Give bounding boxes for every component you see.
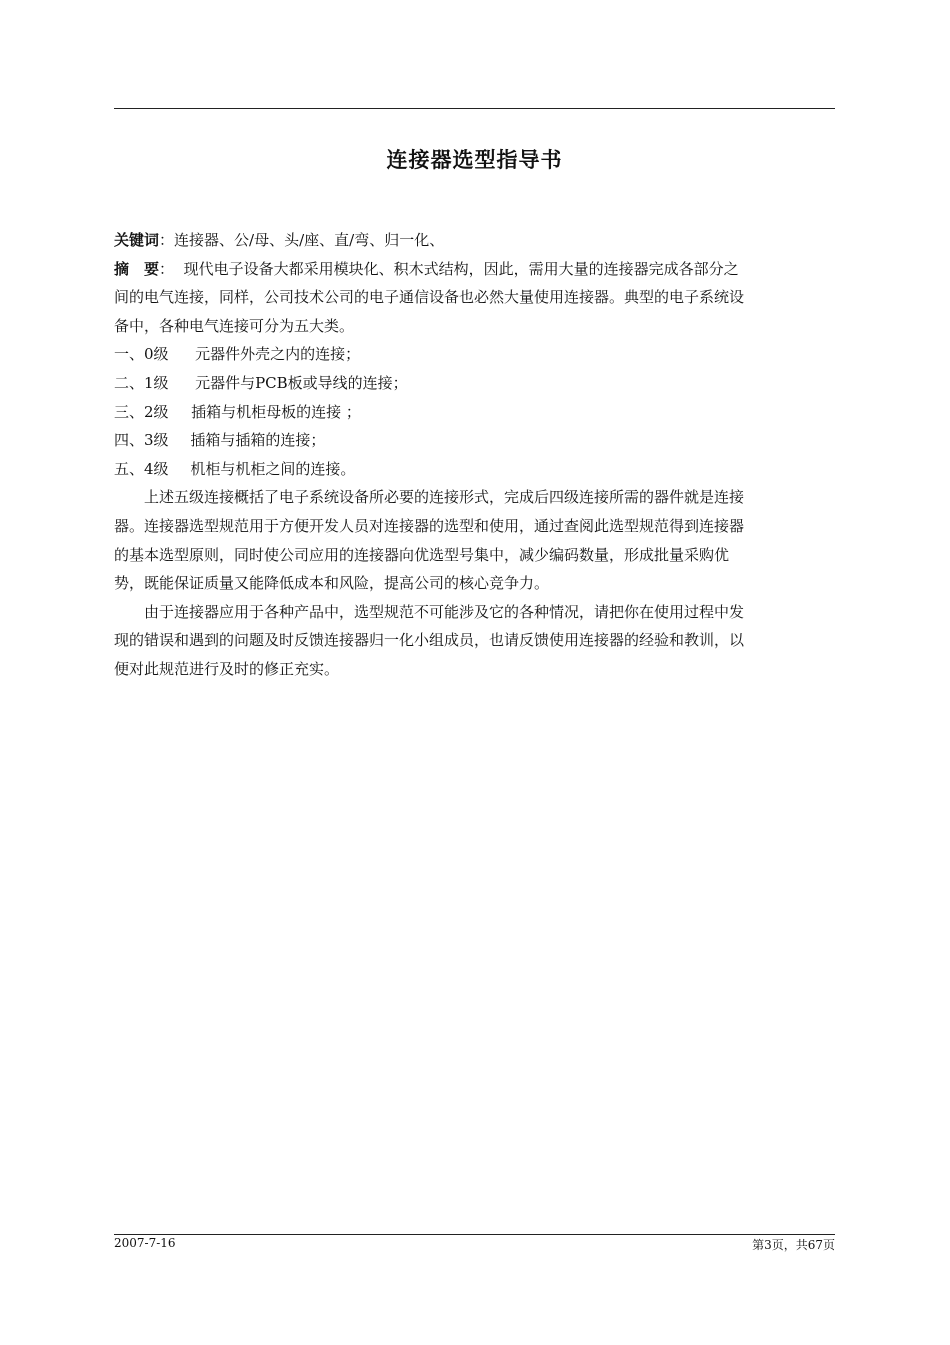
- abstract-colon: ：: [159, 259, 175, 278]
- level-prefix: 二、1级: [114, 373, 169, 392]
- keywords-value: 连接器、公/母、头/座、直/弯、归一化、: [174, 231, 445, 249]
- paragraph2-line-3: 便对此规范进行及时的修正充实。: [114, 659, 340, 678]
- document-body: [114, 226, 822, 684]
- level-item-0: [114, 340, 822, 369]
- level-text: 元器件与PCB板或导线的连接；: [195, 373, 408, 392]
- footer-date: 2007-7-16: [114, 1236, 176, 1250]
- keywords-line: [114, 226, 822, 255]
- level-item-1: [114, 369, 822, 398]
- footer-rule: [114, 1234, 835, 1235]
- level-prefix: 三、2级: [114, 402, 169, 421]
- paragraph1-line-1: 上述五级连接概括了电子系统设备所必要的连接形式，完成后四级连接所需的器件就是连接: [144, 488, 745, 507]
- level-prefix: 一、0级: [114, 345, 169, 364]
- level-text: 元器件外壳之内的连接；: [195, 345, 361, 364]
- keywords-colon: ：: [159, 231, 175, 249]
- level-text: 插箱与插箱的连接；: [190, 431, 326, 450]
- paragraph1-line-2: 器。连接器选型规范用于方便开发人员对连接器的选型和使用，通过查阅此选型规范得到连接器: [114, 516, 745, 535]
- paragraph1-line-4: 势，既能保证质量又能降低成本和风险，提高公司的核心竞争力。: [114, 574, 550, 593]
- paragraph2-line-1: 由于连接器应用于各种产品中，选型规范不可能涉及它的各种情况，请把你在使用过程中发: [144, 602, 745, 621]
- level-text: 插箱与机柜母板的连接 ；: [191, 402, 361, 421]
- level-item-3: [114, 426, 822, 455]
- level-item-4: [114, 455, 822, 484]
- abstract-line-2: 间的电气连接，同样，公司技术公司的电子通信设备也必然大量使用连接器。典型的电子系统设: [114, 288, 745, 307]
- level-prefix: 四、3级: [114, 431, 169, 450]
- abstract-line-3: 备中，各种电气连接可分为五大类。: [114, 316, 355, 335]
- keywords-label: 关键词: [114, 231, 160, 249]
- paragraph2-line-2: 现的错误和遇到的问题及时反馈连接器归一化小组成员，也请反馈使用连接器的经验和教训，以: [114, 631, 745, 650]
- paragraph1-line-3: 的基本选型原则，同时使公司应用的连接器向优选型号集中，减少编码数量，形成批量采购优: [114, 545, 730, 564]
- abstract-label: 摘 要: [114, 259, 160, 278]
- abstract-text-1: 现代电子设备大都采用模块化、积木式结构，因此，需用大量的连接器完成各部分之: [183, 259, 739, 278]
- footer-page-number: 第3页，共67页: [752, 1238, 835, 1252]
- header-rule: [114, 108, 835, 109]
- level-text: 机柜与机柜之间的连接。: [190, 459, 356, 478]
- level-prefix: 五、4级: [114, 459, 169, 478]
- page-title: 连接器选型指导书: [386, 148, 563, 172]
- abstract-line-1: [114, 255, 822, 284]
- level-item-2: [114, 398, 822, 427]
